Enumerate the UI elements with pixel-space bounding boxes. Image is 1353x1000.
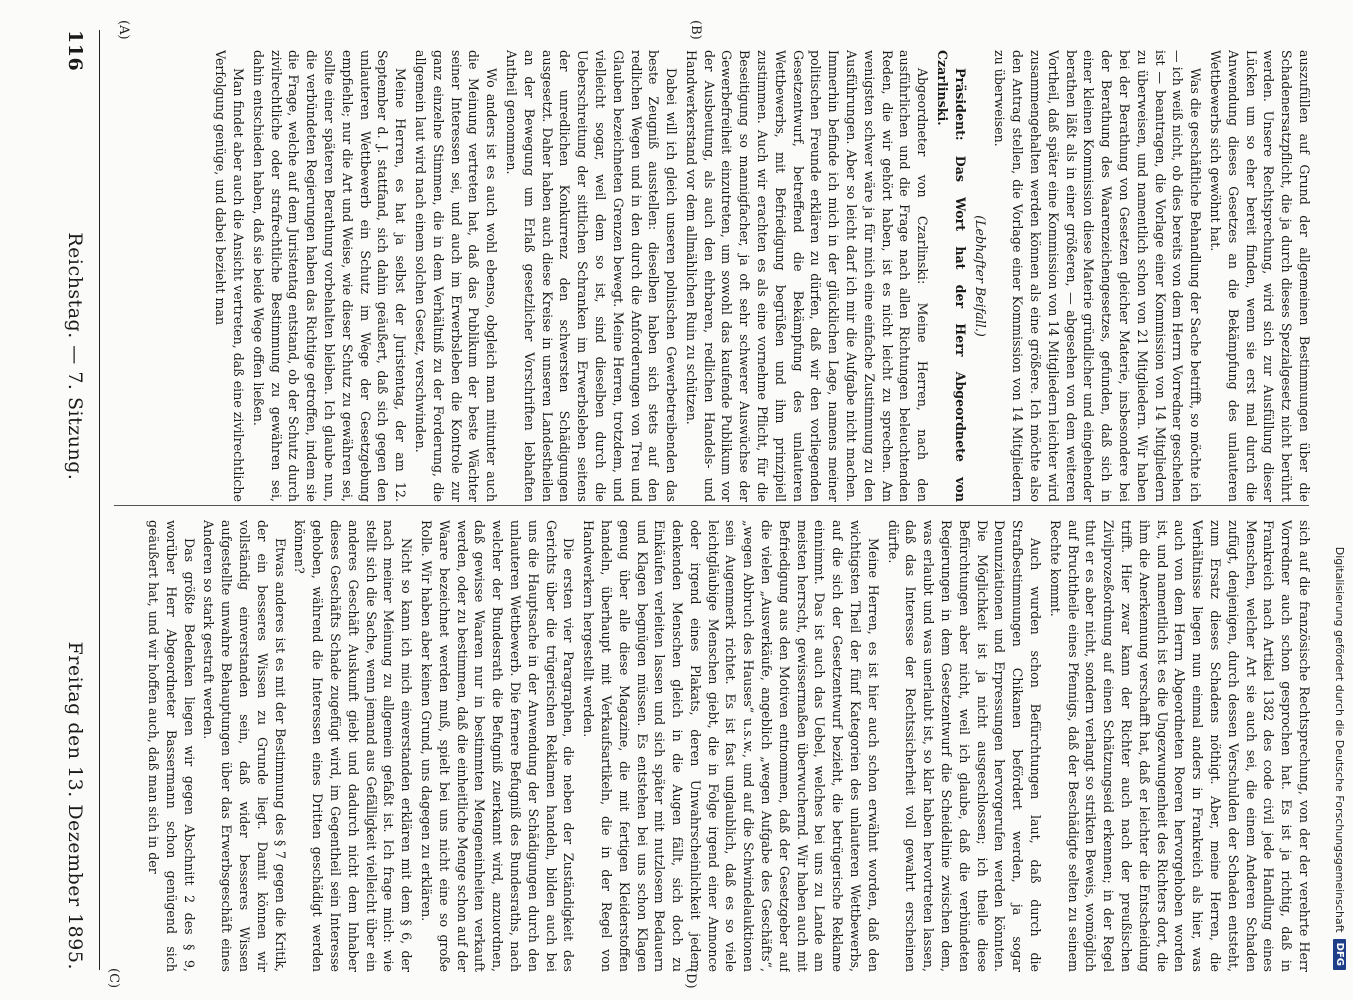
margin-letter-c: (C) bbox=[106, 968, 121, 989]
paragraph: auszufüllen auf Grund der allgemeinen Bestimmungen über die Schadenersatzpflicht, die ja durch dieses Spezialgesetz nicht berührt werden. Unsere Rechtsprechung, wird sich zur Ausfüllung dieser Lücken um so eher bereit finden, wenn sie erst mal durch die Anwendung dieses Gesetzes an die Bekämpfung des unlauteren Wettbewerbs sich gewöhnt hat. bbox=[1208, 50, 1312, 502]
paragraph: Dabei will ich gleich unseren polnischen Gewerbetreibenden das beste Zeugniß ausstellen: dieselben haben sich stets auf den redlichen Wegen und in den durch die Anforderungen von Treu und Glauben bezeichneten Grenzen bewegt. Meine Herren, trotzdem, und vielleicht sogar, weil dem so ist, sind dieselben durch die Ueberschreitung der sittlichen Schranken im Erwerbsleben seitens der unredlichen Konkurrenz den schwersten Schädigungen ausgesetzt. Daher haben auch diese Kreise in unseren Landestheilen an der Bewegung um Erlaß gesetzlicher Vorschriften lebhaften Antheil genommen. bbox=[503, 50, 680, 502]
dfg-logo: DFG bbox=[1334, 939, 1347, 970]
paragraph: Auch wurden schon Befürchtungen laut, daß durch die Strafbestimmungen Chikanen befördert werden, ja sogar Denunziationen und Erpressungen hervorgerufen werden könnten. Die Möglichkeit ist ja nicht ausgeschlossen; ich theile diese Befürchtungen aber nicht, weil ich glaube, daß die verbündeten Regierungen in dem Gesetzentwurf die Scheidelinie zwischen dem, was erlaubt und was unerlaubt ist, so klar haben hervortreten lassen, daß das Interesse der Rechtssicherheit voll gewahrt erscheinen dürfte. bbox=[885, 520, 1044, 972]
paragraph: Etwas anderes ist es mit der Bestimmung des § 7 gegen die Kritik, der ein besseres Wissen zu Grunde liegt. Damit können wir vollständig einverstanden sein, daß wider besseres Wissen aufgestellte unwahre Behauptungen über das Erwerbsgeschäft eines Anderen so stark gestraft werden. bbox=[201, 520, 288, 972]
margin-letter-d: (D) bbox=[683, 968, 698, 989]
margin-letter-a: (A) bbox=[116, 20, 131, 40]
paragraph: Meine Herren, es hat ja selbst der Juristentag, der am 12. September d. J. stattfand, sich dahin geäußert, daß sich gegen den unlauteren Wettbewerb ein Schutz im Wege der Gesetzgebung empfiehle; nur die Art und Weise, wie dieser Schutz zu gewähren sei, sollte einer späteren Berathung vorbehalten bleiben. Ich glaube nun, die verbündeten Regierungen haben das Richtige getroffen, indem sie die Frage, welche auf dem Juristentag entstand, ob der Schutz durch zivilrechtliche oder strafrechtliche Bestimmung zu gewähren sei, dahin entschieden haben, daß sie beide Wege offen ließen. bbox=[250, 50, 409, 502]
right-column bbox=[108, 520, 1313, 972]
column-divider bbox=[114, 505, 1309, 506]
left-column bbox=[108, 50, 1313, 502]
margin-letter-b: (B) bbox=[688, 20, 703, 40]
page-number: 116 bbox=[64, 30, 86, 72]
paragraph: Man findet aber auch die Ansicht vertreten, daß eine zivilrechtliche Verfolgung genüge, und dabei bezieht man bbox=[213, 50, 246, 502]
paragraph: Die ersten vier Paragraphen, die neben der Zuständigkeit des Gerichts über die trügerischen Reklamen handeln, bilden auch bei uns die Hauptsache in der Anwendung der Schädigungen durch den unlauteren Wettbewerb. Die fernere Befugniß des Bundesraths, nach welcher der Bundesrath die Befugniß zuerkannt wird, anzuordnen, daß gewisse Waaren nur in bestimmten Mengeneinheiten verkauft werden, oder zu bestimmen, daß die einheitliche Menge schon auf der Waare bezeichnet werden muß, spielt bei uns nicht eine so große Rolle. Wir haben aber keinen Grund, uns dagegen zu erklären. bbox=[418, 520, 577, 972]
paragraph: Wo anders ist es auch wohl ebenso, obgleich man mitunter auch die Meinung vertreten hat, daß das Publikum der beste Wächter seiner Interessen sei, und auch im Erwerbsleben die Kontrole zur ganz einzelne Stimmen, die in dem Verhältniß zu der Forderung, die allgemein laut wird nach einem solchen Gesetz, verschwinden. bbox=[412, 50, 500, 502]
running-head bbox=[55, 30, 100, 970]
digitization-credit bbox=[1329, 30, 1351, 970]
paragraph: Abgeordneter von Czarlinski: Meine Herren, nach den ausführlichen und die Frage nach allen Richtungen beleuchtenden Reden, die wir gehört haben, ist es nicht leicht zu sprechen. Am wenigsten schwer wäre ja für mich eine einfache Zustimmung zu den Ausführungen. Aber so leicht darf ich mir die Aufgabe nicht machen. Immerhin befinde ich mich in der glücklichen Lage, namens meiner politischen Freunde erklären zu dürfen, daß wir den vorliegenden Gesetzentwurf, betreffend die Bekämpfung des unlauteren Wettbewerbs, mit Befriedigung begrüßen und ihm prinzipiell zustimmen. Auch wir erachten es als eine vornehme Pflicht, für die Beseitigung so mannigfacher, ja oft sehr schwerer Auswüchse der Gewerbefreiheit einzutreten, um sowohl das kaufende Publikum vor der Ausbeutung, als auch den ehrbaren, redlichen Handels- und Handwerkerstand vor dem allmählichen Ruin zu schützen. bbox=[683, 50, 931, 502]
paragraph: Meine Herren, es ist hier auch schon erwähnt worden, daß den wichtigsten Theil der fünf Kategorien des unlauteren Wettbewerbs, auf die sich der Gesetzentwurf bezieht, die betrügerische Reklame einnimmt. Das ist auch das Uebel, welches bei uns zu Lande am meisten herrscht, gewissermaßen überwuchernd. Wir haben auch mit Befriedigung aus den Motiven entnommen, daß der Gesetzgeber auf die vielen „Ausverkäufe, angeblich „wegen Aufgabe des Geschäfts“, „wegen Abbruch des Hauses“ u.s.w., und auf die Schwindelauktionen sein Augenmerk richtet. Es ist fast unglaublich, daß es so viele leichtgläubige Menschen giebt, die in Folge irgend einer Annonce oder irgend eines Plakats, deren Unwahrscheinlichkeit jedem denkenden Menschen gleich in die Augen fällt, sich doch zu Einkäufen verleiten lassen und sich später mit nutzlosem Bedauern und Klagen begnügen müssen. Es entstehen bei uns schon Klagen genug über alle diese Magazine, die mit fertigen Kleiderstoffen handeln, überhaupt mit Verkaufsartikeln, die in der Regel von Handwerkern hergestellt werden. bbox=[581, 520, 881, 972]
paragraph: sich auf die französische Rechtsprechung, von der der verehrte Herr Vorredner auch schon gesprochen hat. Es ist ja richtig, daß in Frankreich nach Artikel 1382 des code civil jede Handlung eines Menschen, welcher Art sie auch sei, die einem Anderen Schaden zufügt, denjenigen, durch dessen Verschulden der Schaden entsteht, zum Ersatz dieses Schadens nöthigt. Aber, meine Herren, die Verhältnisse liegen nun einmal anders in Frankreich als hier, was auch von dem Herrn Abgeordneten Roeren hervorgehoben worden ist, und namentlich ist es die Ungezwungenheit des Richters dort, die ihm die Anerkennung verschafft hat, daß er leichter die Entscheidung trifft. Hier zwar kann der Richter auch nach der preußischen Zivilprozeßordnung auf einen Schätzungseid erkennen; in der Regel thut er es aber nicht, sondern verlangt so strikten Beweis, womöglich auf Bruchtheile eines Pfennigs, daß der Beschädigte selten zu seinem Rechte kommt. bbox=[1047, 520, 1312, 972]
session-title: Reichstag. — 7. Sitzung. bbox=[64, 232, 86, 481]
session-date: Freitag den 13. Dezember 1895. bbox=[64, 641, 86, 970]
applause-note: (Lebhafter Beifall.) bbox=[972, 215, 988, 337]
credit-text: Digitalisierung gefördert durch die Deutsche Forschungsgemeinschaft bbox=[1333, 546, 1347, 933]
paragraph: Das größte Bedenken liegen wir gegen Abschnitt 2 des § 9, worüber Herr Abgeordneter Bassermann schon genügend sich geäußert hat, und wir hoffen auch, daß man sich in der bbox=[146, 520, 197, 972]
paragraph: Nicht so kann ich mich einverstanden erklären mit dem § 6, der nach meiner Meinung zu allgemein gefaßt ist. Ich frage mich: wie stellt sich die Sache, wenn jemand aus Gefälligkeit vielleicht über ein anderes Geschäft Auskunft giebt und dadurch nicht dem Inhaber dieses Geschäfts Schade zugefügt wird, im Gegentheil sein Interesse gehoben, während die Interessen eines Dritten geschädigt werden können? bbox=[292, 520, 415, 972]
speaker-announcement: Präsident: Das Wort hat der Herr Abgeordnete von Czarlinski. bbox=[935, 50, 968, 502]
paragraph: Was die geschäftliche Behandlung der Sache betrifft, so möchte ich — ich weiß nicht, ob dies bereits von dem Herrn Vorredner geschehen ist — beantragen, die Vorlage einer Kommission von 14 Mitgliedern zu überweisen, und namentlich schon von 21 Mitgliedern. Wir haben bei der Berathung von Gesetzen gleicher Materie, insbesondere bei der Berathung des Waarenzeichengesetzes, gefunden, daß sich in einer kleinen Kommission diese Materie gründlicher und eingehender berathen läßt als in einer größeren, — abgesehen von dem weiteren Vortheil, daß später eine Kommission von 14 Mitgliedern leichter wird zusammengehalten werden können als eine größere. Ich möchte also den Antrag stellen, die Vorlage einer Kommission von 14 Mitgliedern zu überweisen. bbox=[992, 50, 1204, 502]
